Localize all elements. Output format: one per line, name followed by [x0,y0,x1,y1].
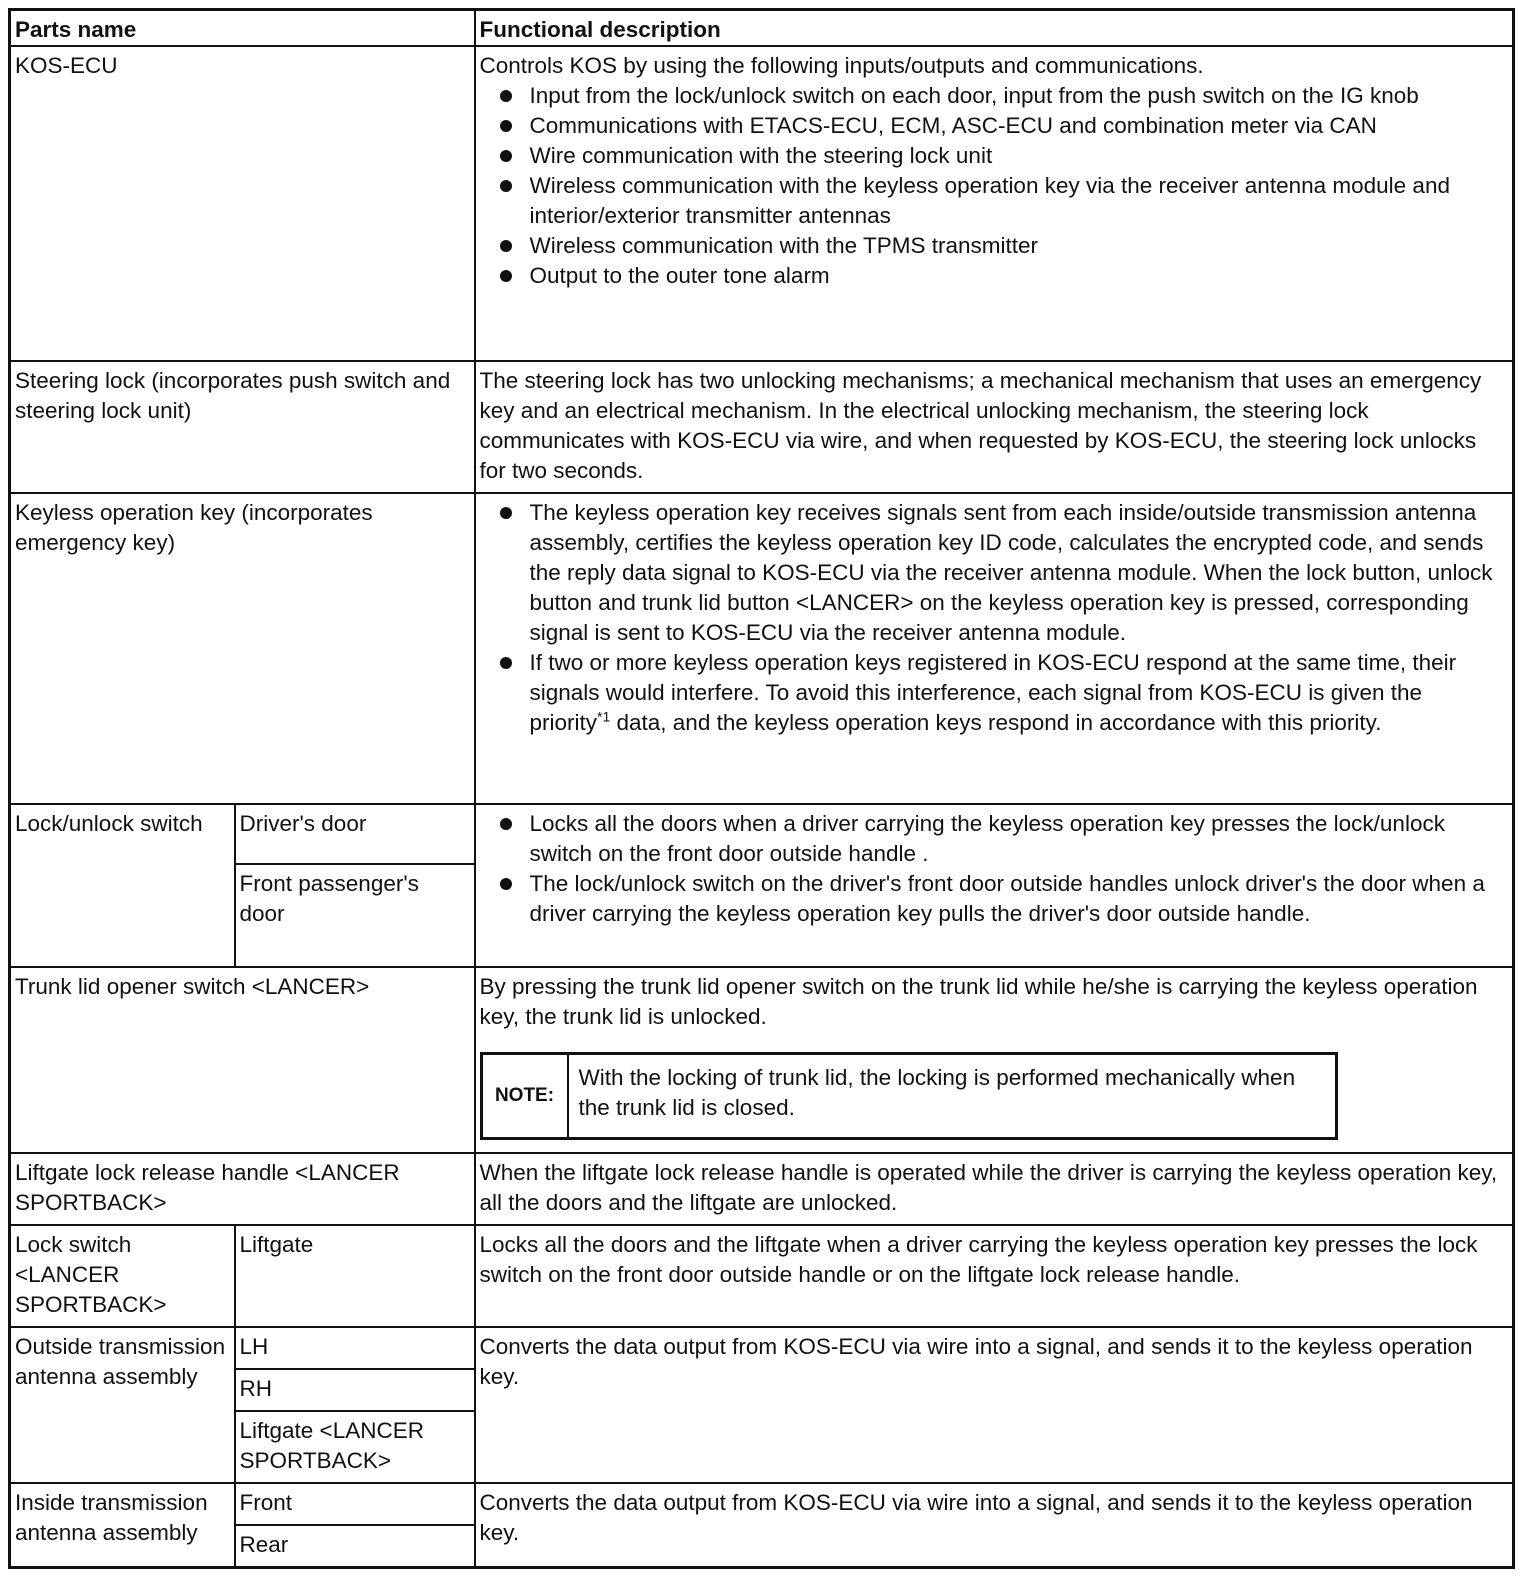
row-outside-antenna-lh [10,1327,1514,1369]
sub-front-passengers-door: Front passenger's door [235,864,475,967]
desc-liftgate-lock-release: When the liftgate lock release handle is operated while the driver is carrying the keyless operation key, all the doors and the liftgate are unlocked. [475,1153,1514,1225]
list-item: Output to the outer tone alarm [480,261,1509,291]
note-box [480,1052,1338,1140]
kos-ecu-intro: Controls KOS by using the following inputs/outputs and communications. [479,52,1204,78]
footnote-marker: *1 [597,708,611,724]
part-kos-ecu: KOS-ECU [10,46,475,361]
list-item: The lock/unlock switch on the driver's front door outside handles unlock driver's the door when a driver carrying the keyless operation key pulls the driver's door outside handle. [480,869,1509,929]
row-steering-lock [10,361,1514,493]
parts-function-table [8,8,1515,1569]
list-item: Wireless communication with the keyless operation key via the receiver antenna module and interior/exterior transmitter antennas [480,171,1509,231]
kos-ecu-bullet-list [480,81,1509,291]
part-liftgate-lock-release: Liftgate lock release handle <LANCER SPORTBACK> [10,1153,475,1225]
sub-liftgate: Liftgate [235,1225,475,1327]
part-lock-switch: Lock switch <LANCER SPORTBACK> [10,1225,235,1327]
list-item: Locks all the doors when a driver carrying the keyless operation key presses the lock/unlock switch on the front door outside handle . [480,809,1509,869]
sub-rear: Rear [235,1525,475,1568]
row-inside-antenna-front [10,1483,1514,1525]
keyless-b2-text: If two or more keyless operation keys registered in KOS-ECU respond at the same time, their signals would interfere. To avoid this interference, each signal from KOS-ECU is given the priority [529,649,1457,735]
note-label: NOTE: [483,1055,569,1137]
row-keyless-operation-key [10,493,1514,804]
header-parts-name: Parts name [10,10,475,46]
list-item: The keyless operation key receives signals sent from each inside/outside transmission antenna assembly, certifies the keyless operation key ID code, calculates the encrypted code, and sends the reply data signal to KOS-ECU via the receiver antenna module. When the lock button, unlock button and trunk lid button <LANCER> on the keyless operation key is pressed, corresponding signal is sent to KOS-ECU via the receiver antenna module. [480,498,1509,648]
trunk-desc-text: By pressing the trunk lid opener switch on the trunk lid while he/she is carrying the keyless operation key, the trunk lid is unlocked. [479,973,1478,1029]
desc-lock-unlock-switch [475,804,1514,967]
desc-outside-antenna: Converts the data output from KOS-ECU via wire into a signal, and sends it to the keyless operation key. [475,1327,1514,1483]
header-functional-description: Functional description [475,10,1514,46]
list-item: Wire communication with the steering lock unit [480,141,1509,171]
list-item [480,648,1509,738]
desc-inside-antenna: Converts the data output from KOS-ECU via wire into a signal, and sends it to the keyless operation key. [475,1483,1514,1568]
list-item: Input from the lock/unlock switch on each door, input from the push switch on the IG knob [480,81,1509,111]
sub-liftgate-sportback: Liftgate <LANCER SPORTBACK> [235,1411,475,1483]
list-item: Wireless communication with the TPMS transmitter [480,231,1509,261]
keyless-bullet-list [480,498,1509,738]
sub-drivers-door: Driver's door [235,804,475,864]
parts-function-table-container [8,8,1512,1569]
part-outside-antenna: Outside transmission antenna assembly [10,1327,235,1483]
part-lock-unlock-switch: Lock/unlock switch [10,804,235,967]
part-trunk-lid-opener: Trunk lid opener switch <LANCER> [10,967,475,1153]
part-steering-lock: Steering lock (incorporates push switch and steering lock unit) [10,361,475,493]
desc-keyless-operation-key [475,493,1514,804]
row-lock-switch [10,1225,1514,1327]
desc-kos-ecu [475,46,1514,361]
keyless-b2-text-end: data, and the keyless operation keys respond in accordance with this priority. [610,709,1382,735]
sub-rh: RH [235,1369,475,1411]
desc-trunk-lid-opener [475,967,1514,1153]
list-item: Communications with ETACS-ECU, ECM, ASC-ECU and combination meter via CAN [480,111,1509,141]
row-kos-ecu [10,46,1514,361]
sub-front: Front [235,1483,475,1525]
part-inside-antenna: Inside transmission antenna assembly [10,1483,235,1568]
row-trunk-lid-opener [10,967,1514,1153]
part-keyless-operation-key: Keyless operation key (incorporates emergency key) [10,493,475,804]
desc-steering-lock: The steering lock has two unlocking mechanisms; a mechanical mechanism that uses an emergency key and an electrical mechanism. In the electrical unlocking mechanism, the steering lock communicates with KOS-ECU via wire, and when requested by KOS-ECU, the steering lock unlocks for two seconds. [475,361,1514,493]
row-liftgate-lock-release [10,1153,1514,1225]
desc-lock-switch: Locks all the doors and the liftgate when a driver carrying the keyless operation key presses the lock switch on the front door outside handle or on the liftgate lock release handle. [475,1225,1514,1327]
lock-unlock-bullet-list [480,809,1509,929]
row-lock-unlock-driver [10,804,1514,864]
note-text: With the locking of trunk lid, the locking is performed mechanically when the trunk lid is closed. [578,1064,1296,1120]
sub-lh: LH [235,1327,475,1369]
header-row [10,10,1514,46]
